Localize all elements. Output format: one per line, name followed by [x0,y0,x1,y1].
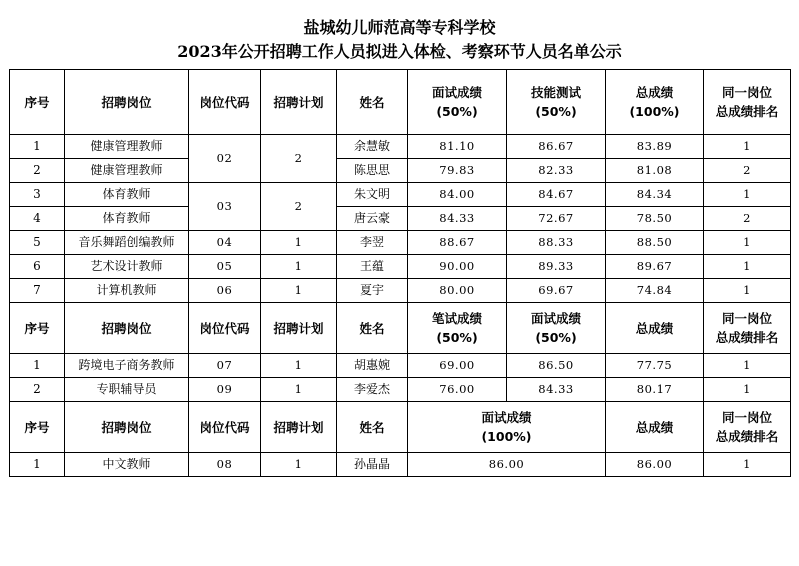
table-row: 5 音乐舞蹈创编教师 04 1 李翌 88.67 88.33 88.50 1 [10,231,791,255]
header-name: 姓名 [337,303,408,354]
header-total-score: 总成绩 [606,402,704,453]
header-total-score: 总成绩 (100%) [606,70,704,135]
header-position: 招聘岗位 [65,70,189,135]
header-total-score: 总成绩 [606,303,704,354]
header-position: 招聘岗位 [65,303,189,354]
header-name: 姓名 [337,402,408,453]
header-code: 岗位代码 [189,70,261,135]
table-header-row [10,402,791,453]
header-no: 序号 [10,402,65,453]
header-name: 姓名 [337,70,408,135]
header-written-score: 笔试成绩 (50%) [408,303,507,354]
table-row: 4 体育教师 唐云豪 84.33 72.67 78.50 2 [10,207,791,231]
header-code: 岗位代码 [189,303,261,354]
table-header-row [10,303,791,354]
table-row: 3 体育教师 03 2 朱文明 84.00 84.67 84.34 1 [10,183,791,207]
header-position: 招聘岗位 [65,402,189,453]
table-row: 2 专职辅导员 09 1 李爱杰 76.00 84.33 80.17 1 [10,378,791,402]
table-row: 1 健康管理教师 02 2 余慧敏 81.10 86.67 83.89 1 [10,135,791,159]
table-row: 6 艺术设计教师 05 1 王蕴 90.00 89.33 89.67 1 [10,255,791,279]
header-no: 序号 [10,70,65,135]
table-row: 7 计算机教师 06 1 夏宇 80.00 69.67 74.84 1 [10,279,791,303]
table-row: 2 健康管理教师 陈思思 79.83 82.33 81.08 2 [10,159,791,183]
header-rank: 同一岗位 总成绩排名 [704,303,791,354]
header-no: 序号 [10,303,65,354]
page-title: 盐城幼儿师范高等专科学校 [303,18,496,37]
header-interview-score: 面试成绩 (50%) [408,70,507,135]
header-interview-score: 面试成绩 (50%) [507,303,606,354]
header-rank: 同一岗位 总成绩排名 [704,402,791,453]
table-row: 1 中文教师 08 1 孙晶晶 86.00 86.00 1 [10,453,791,477]
header-plan: 招聘计划 [261,303,337,354]
page-subtitle: 2023年公开招聘工作人员拟进入体检、考察环节人员名单公示 [177,42,622,61]
table-header-row [10,70,791,135]
header-skill-test: 技能测试 (50%) [507,70,606,135]
table-row: 1 跨境电子商务教师 07 1 胡惠婉 69.00 86.50 77.75 1 [10,354,791,378]
header-plan: 招聘计划 [261,402,337,453]
header-plan: 招聘计划 [261,70,337,135]
header-rank: 同一岗位 总成绩排名 [704,70,791,135]
result-table [9,69,791,477]
header-interview-score: 面试成绩 (100%) [408,402,606,453]
header-code: 岗位代码 [189,402,261,453]
